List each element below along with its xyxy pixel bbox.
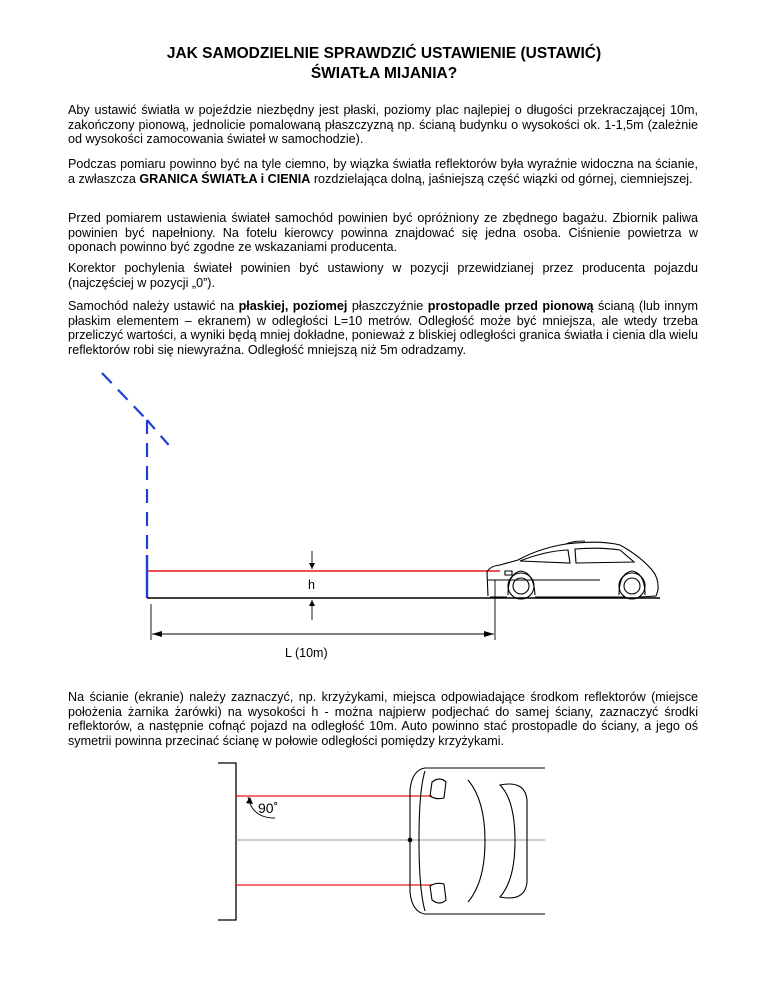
- title-line-2: ŚWIATŁA MIJANIA?: [310, 65, 458, 82]
- paragraph-6: Na ścianie (ekranie) należy zaznaczyć, np. krzyżykami, miejsca odpowiadające środkom reflektorów (miejsce położenia żarnika żarówki) na wysokości h - można najpierw podjechać do samej ściany, zaznaczyć środki reflektorów, a następnie cofnąć pojazd na odległość 10m. Auto powinno stać prostopadle do ściany, a jego oś symetrii powinna przecinać ścianę w połowie odległości pomiędzy krzyżykami.: [68, 690, 698, 748]
- paragraph-5-bold-1: płaskiej, poziomej: [238, 299, 348, 313]
- wall-tilt-dashed-line-2: [147, 420, 173, 450]
- height-arrowhead-bottom: [309, 600, 315, 606]
- height-arrowhead-top: [309, 563, 315, 569]
- distance-arrowhead-left: [152, 631, 162, 637]
- angle-label: 90˚: [258, 800, 279, 816]
- paragraph-3: Przed pomiarem ustawienia świateł samochód powinien być opróżniony ze zbędnego bagażu. Zbiornik paliwa powinien być napełniony. Na fotelu kierowcy powinna znajdować się jedna osoba. Ciśnienie powietrza w oponach powinno być zgodne ze wskazaniami producenta.: [68, 211, 698, 255]
- paragraph-1: Aby ustawić światła w pojeździe niezbędny jest płaski, poziomy plac najlepiej o długości przekraczającej 10m, zakończony pionową, jednolicie pomalowaną płaszczyzną np. ścianą budynku o wysokości ok. 1-1,5m (zależnie od wysokości zamocowania świateł w samochodzie).: [68, 103, 698, 147]
- paragraph-5-text-e: ścianą (lub innym płaskim elementem – ekranem) w odległości L=10 metrów. Odległość może być mniejsza, ale wtedy trzeba przeliczyć wartości, a wyniki będą mniej dokładne, ponieważ z bliskiej odległości granica światła i cienia dla wielu reflektorów robi się niewyraźna. Odległość mniejszą niż 5m odradzamy.: [68, 299, 699, 357]
- paragraph-2-bold: GRANICA ŚWIATŁA i CIENIA: [139, 171, 311, 186]
- paragraph-5-text-a: Samochód należy ustawić na: [68, 299, 239, 313]
- paragraph-2-text-a: Podczas pomiaru powinno być na tyle ciemno, by wiązka światła reflektorów była wyraźnie widoczna na ścianie, a zwłaszcza: [68, 157, 698, 186]
- title-line-1: JAK SAMODZIELNIE SPRAWDZIĆ USTAWIENIE (USTAWIĆ): [166, 45, 602, 62]
- distance-label: L (10m): [285, 646, 328, 660]
- car-side-icon: [487, 541, 658, 599]
- paragraph-4: Korektor pochylenia świateł powinien być ustawiony w pozycji przewidzianej przez producenta pojazdu (najczęściej w pozycji „0”).: [68, 261, 698, 290]
- height-label: h: [308, 578, 315, 592]
- paragraph-2-text-c: rozdzielająca dolną, jaśniejszą część wiązki od górnej, ciemniejszej.: [310, 171, 693, 186]
- wall-tilt-dashed-line: [102, 373, 147, 420]
- paragraph-5-text-c: płaszczyźnie: [347, 299, 428, 313]
- distance-arrowhead-right: [484, 631, 494, 637]
- paragraph-5-bold-2: prostopadle przed pionową: [427, 299, 594, 313]
